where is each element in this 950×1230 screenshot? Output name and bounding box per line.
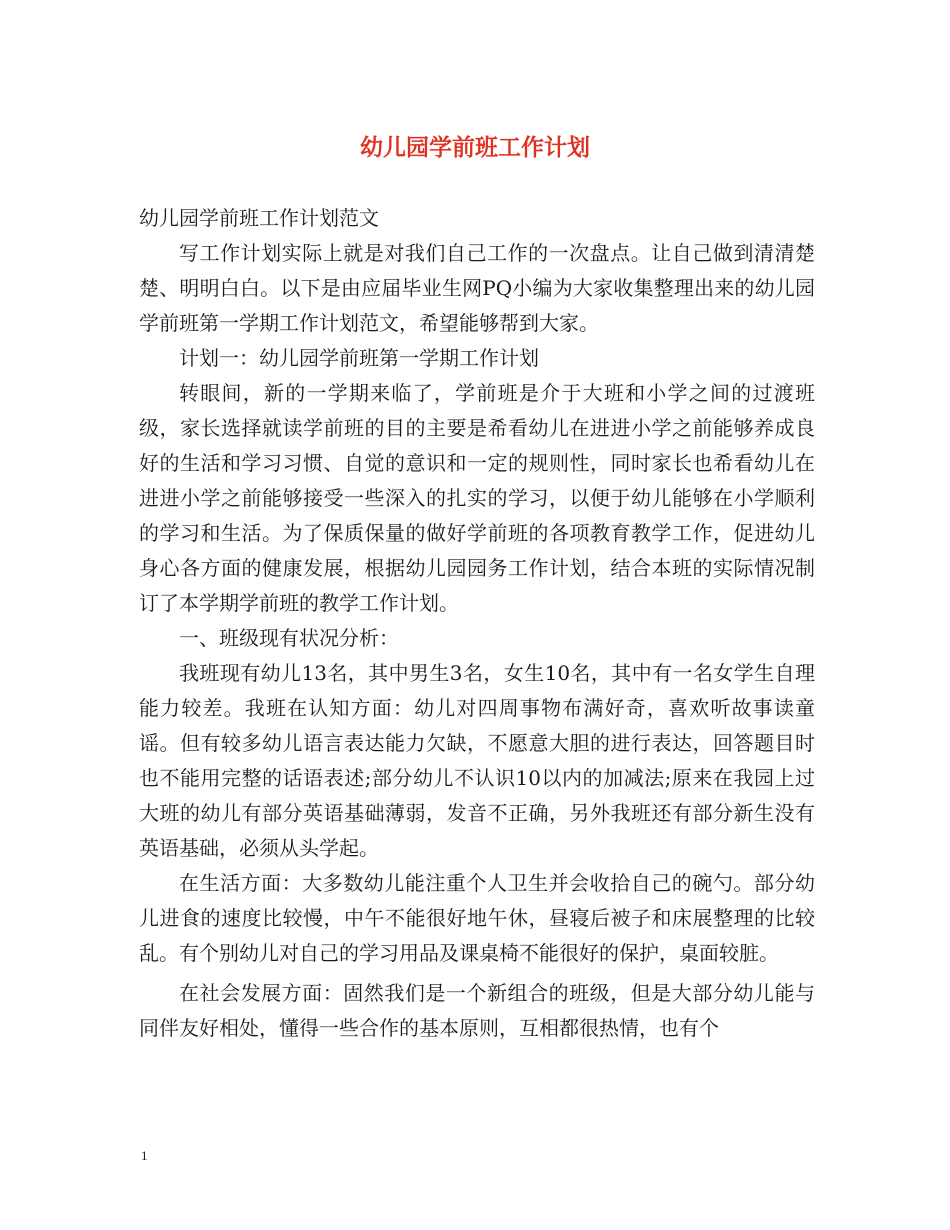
social-aspect-paragraph: 在社会发展方面：固然我们是一个新组合的班级，但是大部分幼儿能与同伴友好相处，懂得一些合作的基本原则，互相都很热情，也有个 bbox=[139, 981, 815, 1040]
class-analysis-paragraph: 我班现有幼儿13名，其中男生3名，女生10名，其中有一名女学生自理能力较差。我班在认知方面：幼儿对四周事物布满好奇，喜欢听故事读童谣。但有较多幼儿语言表达能力欠缺，不愿意大胆的进行表达，回答题目时也不能用完整的话语表述;部分幼儿不认识10以内的加减法;原来在我园上过大班的幼儿有部分英语基础薄弱，发音不正确，另外我班还有部分新生没有英语基础，必须从头学起。 bbox=[139, 661, 815, 860]
opening-paragraph: 转眼间，新的一学期来临了，学前班是介于大班和小学之间的过渡班级，家长选择就读学前班的目的主要是希看幼儿在进进小学之前能够养成良好的生活和学习习惯、自觉的意识和一定的规则性，同时家长也希看幼儿在进进小学之前能够接受一些深入的扎实的学习，以便于幼儿能够在小学顺利的学习和生活。为了保质保量的做好学前班的各项教育教学工作，促进幼儿身心各方面的健康发展，根据幼儿园园务工作计划，结合本班的实际情况制订了本学期学前班的教学工作计划。 bbox=[139, 381, 815, 615]
page-number: 1 bbox=[141, 1148, 148, 1163]
document-body bbox=[139, 201, 815, 1046]
plan-heading: 计划一：幼儿园学前班第一学期工作计划 bbox=[179, 346, 539, 370]
subtitle-paragraph: 幼儿园学前班工作计划范文 bbox=[139, 206, 379, 230]
intro-paragraph: 写工作计划实际上就是对我们自己工作的一次盘点。让自己做到清清楚楚、明明白白。以下是由应届毕业生网PQ小编为大家收集整理出来的幼儿园学前班第一学期工作计划范文，希望能够帮到大家。 bbox=[139, 241, 815, 335]
life-aspect-paragraph: 在生活方面：大多数幼儿能注重个人卫生并会收拾自己的碗勺。部分幼儿进食的速度比较慢，中午不能很好地午休，昼寝后被子和床展整理的比较乱。有个别幼儿对自己的学习用品及课桌椅不能很好的保护，桌面较脏。 bbox=[139, 871, 815, 965]
document-title: 幼儿园学前班工作计划 bbox=[360, 134, 590, 161]
section-heading: 一、班级现有状况分析： bbox=[179, 626, 399, 650]
